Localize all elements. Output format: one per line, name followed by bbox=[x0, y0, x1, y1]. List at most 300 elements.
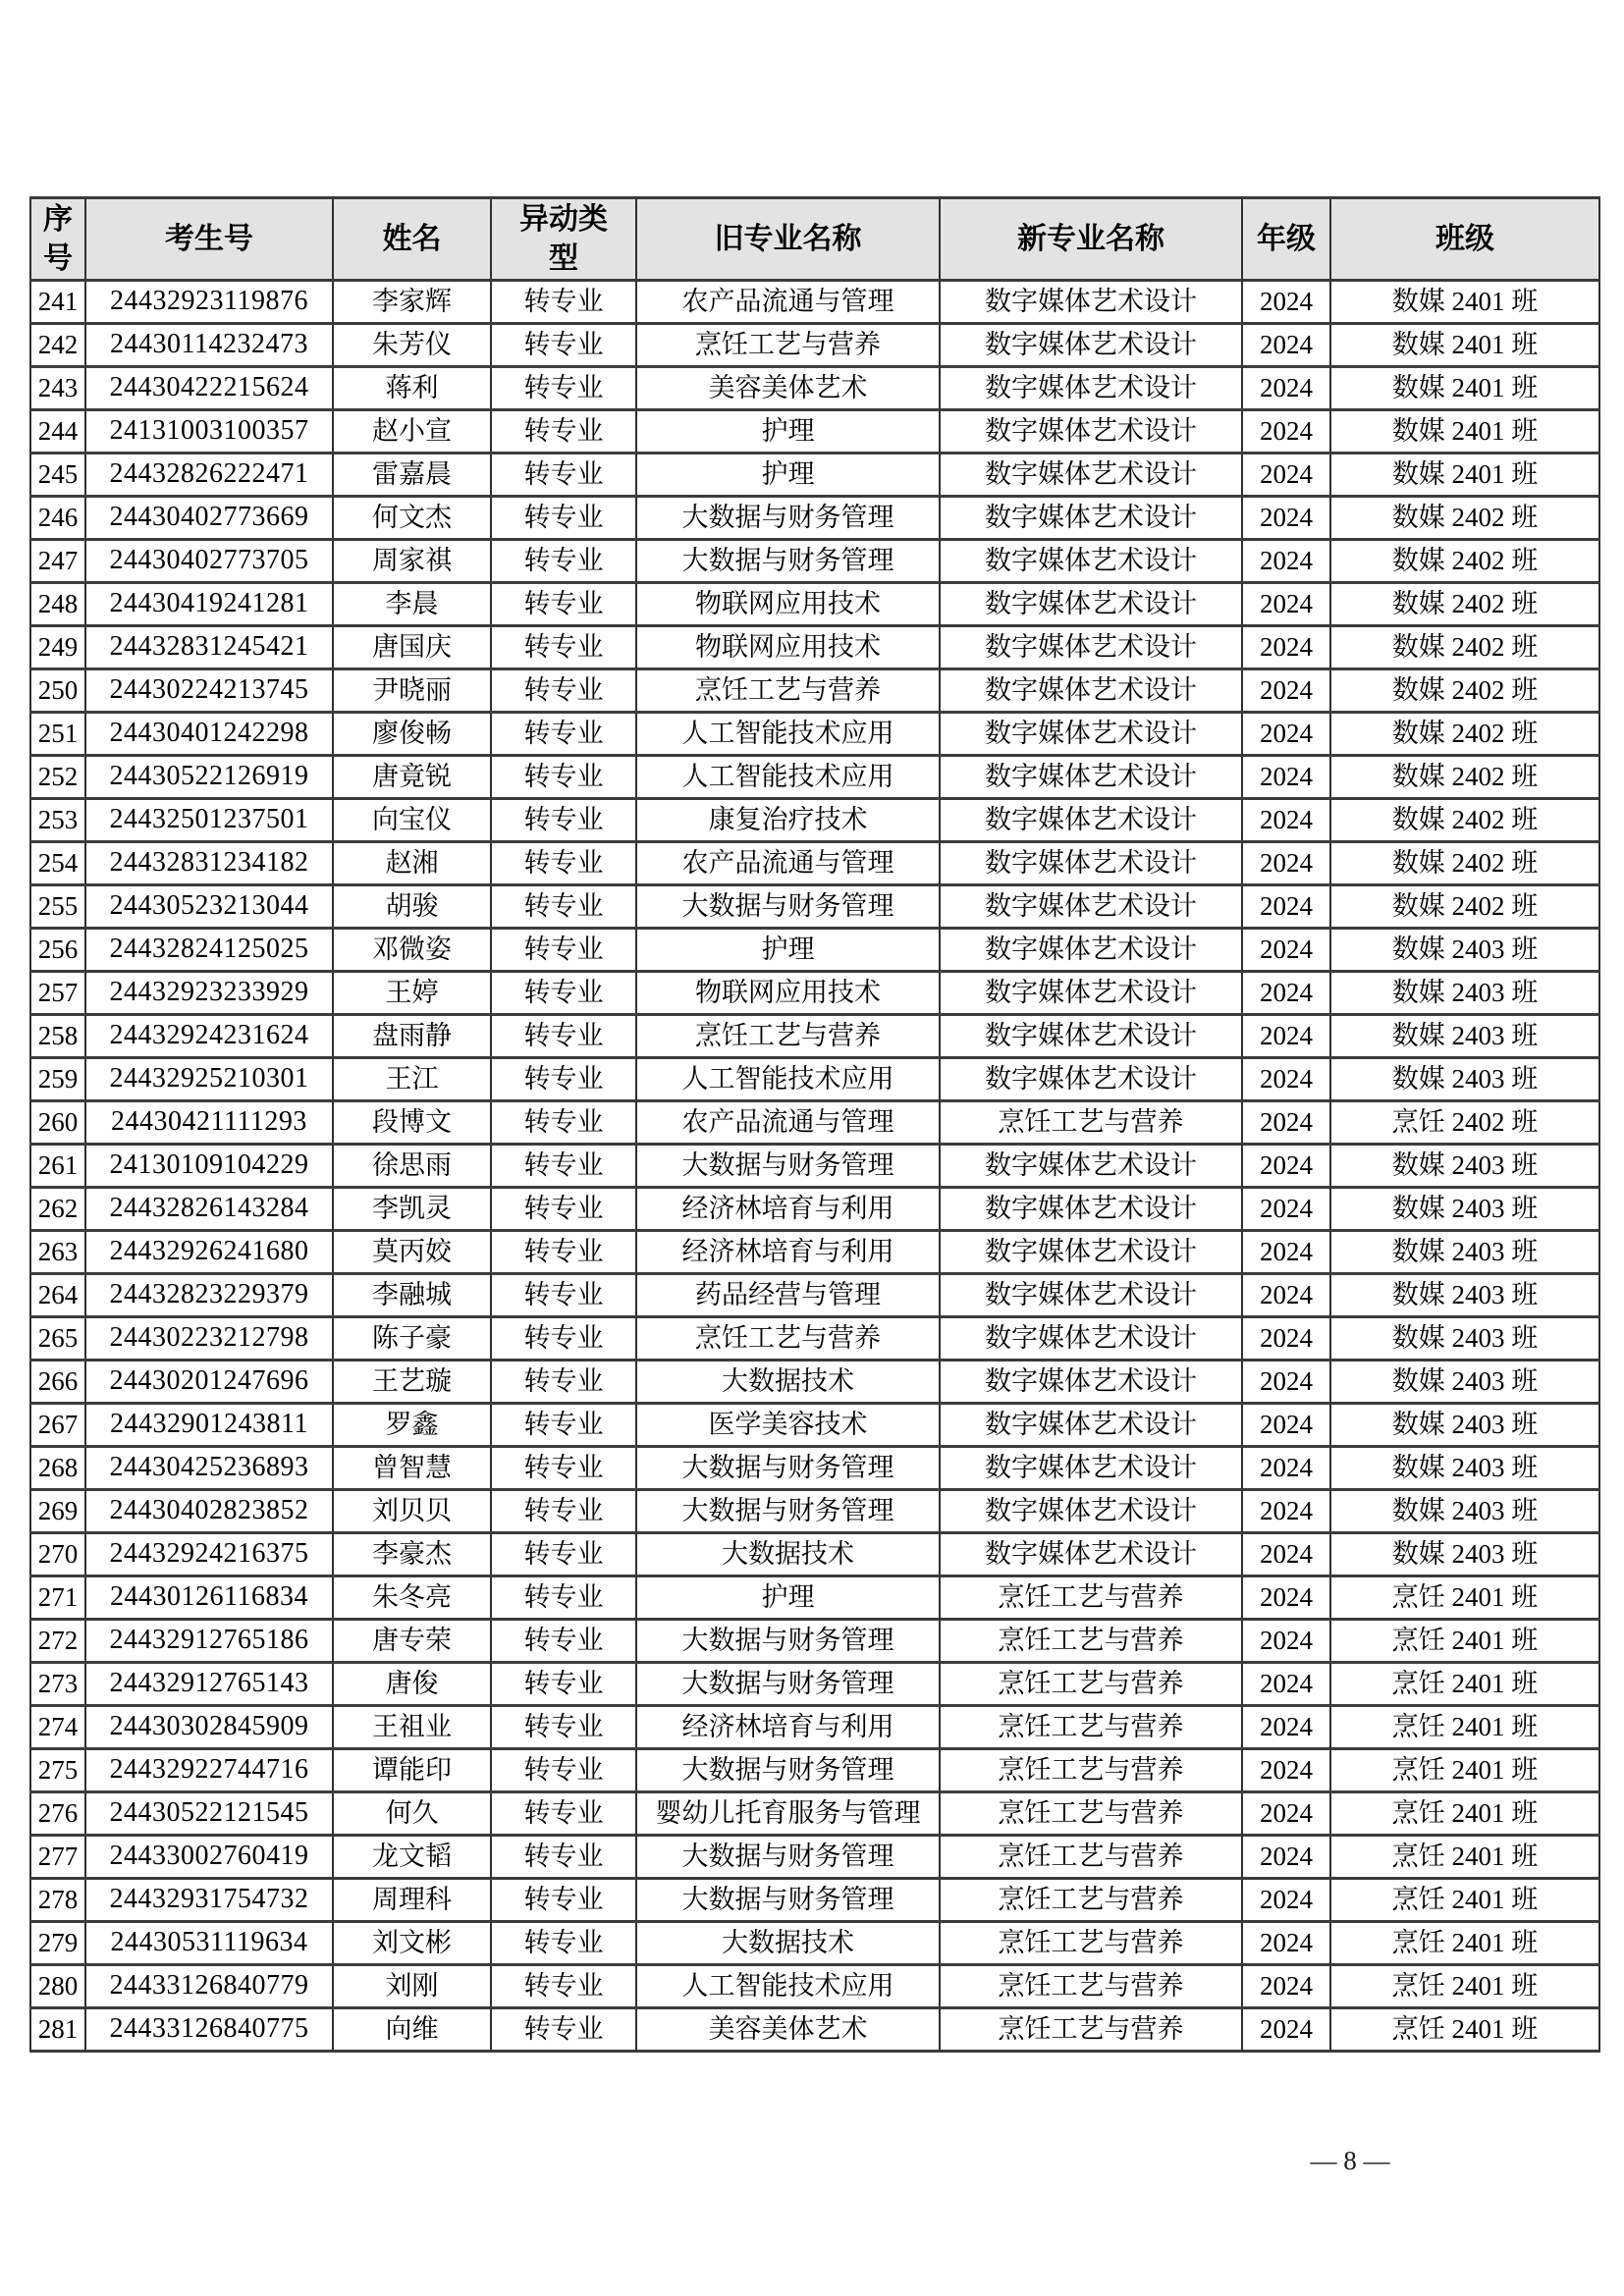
cell-class: 烹饪 2401 班 bbox=[1330, 1836, 1599, 1879]
col-header-candidate-no: 考生号 bbox=[85, 198, 333, 281]
cell-grade: 2024 bbox=[1242, 1706, 1330, 1749]
cell-candidate-no: 24430522121545 bbox=[85, 1792, 333, 1836]
cell-change-type: 转专业 bbox=[491, 756, 636, 799]
col-header-change-type: 异动类型 bbox=[491, 198, 636, 281]
cell-candidate-no: 24432923233929 bbox=[85, 972, 333, 1015]
table-row bbox=[30, 1490, 1599, 1533]
cell-old-major: 经济林培育与利用 bbox=[636, 1706, 940, 1749]
cell-new-major: 数字媒体艺术设计 bbox=[940, 1274, 1242, 1317]
cell-index: 277 bbox=[30, 1836, 85, 1879]
table-row bbox=[30, 497, 1599, 540]
table-row bbox=[30, 1965, 1599, 2008]
cell-grade: 2024 bbox=[1242, 1792, 1330, 1836]
cell-grade: 2024 bbox=[1242, 885, 1330, 929]
cell-change-type: 转专业 bbox=[491, 324, 636, 367]
cell-class: 数媒 2403 班 bbox=[1330, 1145, 1599, 1188]
cell-index: 263 bbox=[30, 1231, 85, 1274]
cell-change-type: 转专业 bbox=[491, 972, 636, 1015]
cell-new-major: 数字媒体艺术设计 bbox=[940, 1317, 1242, 1361]
cell-old-major: 人工智能技术应用 bbox=[636, 756, 940, 799]
cell-class: 数媒 2403 班 bbox=[1330, 1188, 1599, 1231]
cell-index: 273 bbox=[30, 1663, 85, 1706]
cell-index: 261 bbox=[30, 1145, 85, 1188]
cell-index: 255 bbox=[30, 885, 85, 929]
cell-name: 胡骏 bbox=[333, 885, 491, 929]
cell-class: 数媒 2402 班 bbox=[1330, 885, 1599, 929]
cell-new-major: 烹饪工艺与营养 bbox=[940, 1620, 1242, 1663]
cell-candidate-no: 24430421111293 bbox=[85, 1101, 333, 1145]
cell-old-major: 烹饪工艺与营养 bbox=[636, 1015, 940, 1058]
cell-old-major: 经济林培育与利用 bbox=[636, 1231, 940, 1274]
cell-name: 王婷 bbox=[333, 972, 491, 1015]
col-header-index: 序号 bbox=[30, 198, 85, 281]
cell-old-major: 大数据技术 bbox=[636, 1922, 940, 1965]
table-row bbox=[30, 626, 1599, 669]
cell-old-major: 烹饪工艺与营养 bbox=[636, 1317, 940, 1361]
cell-new-major: 烹饪工艺与营养 bbox=[940, 1663, 1242, 1706]
table-row bbox=[30, 540, 1599, 583]
cell-name: 王祖业 bbox=[333, 1706, 491, 1749]
cell-new-major: 烹饪工艺与营养 bbox=[940, 1879, 1242, 1922]
table-row bbox=[30, 1836, 1599, 1879]
cell-grade: 2024 bbox=[1242, 1836, 1330, 1879]
col-header-new-major: 新专业名称 bbox=[940, 198, 1242, 281]
cell-old-major: 农产品流通与管理 bbox=[636, 281, 940, 324]
cell-class: 烹饪 2401 班 bbox=[1330, 1792, 1599, 1836]
cell-name: 段博文 bbox=[333, 1101, 491, 1145]
cell-new-major: 数字媒体艺术设计 bbox=[940, 1058, 1242, 1101]
cell-index: 268 bbox=[30, 1447, 85, 1490]
cell-old-major: 烹饪工艺与营养 bbox=[636, 324, 940, 367]
table-row bbox=[30, 929, 1599, 972]
table-row bbox=[30, 1922, 1599, 1965]
cell-grade: 2024 bbox=[1242, 799, 1330, 842]
cell-name: 龙文韬 bbox=[333, 1836, 491, 1879]
table-row bbox=[30, 1447, 1599, 1490]
cell-change-type: 转专业 bbox=[491, 929, 636, 972]
cell-new-major: 数字媒体艺术设计 bbox=[940, 885, 1242, 929]
table-row bbox=[30, 1879, 1599, 1922]
cell-candidate-no: 24432924216375 bbox=[85, 1533, 333, 1576]
cell-change-type: 转专业 bbox=[491, 1231, 636, 1274]
cell-class: 数媒 2401 班 bbox=[1330, 367, 1599, 410]
cell-index: 280 bbox=[30, 1965, 85, 2008]
cell-name: 徐思雨 bbox=[333, 1145, 491, 1188]
cell-change-type: 转专业 bbox=[491, 2008, 636, 2052]
table-row bbox=[30, 281, 1599, 324]
cell-grade: 2024 bbox=[1242, 281, 1330, 324]
cell-new-major: 数字媒体艺术设计 bbox=[940, 1533, 1242, 1576]
cell-index: 265 bbox=[30, 1317, 85, 1361]
cell-candidate-no: 24432826222471 bbox=[85, 454, 333, 497]
cell-name: 唐专荣 bbox=[333, 1620, 491, 1663]
cell-name: 雷嘉晨 bbox=[333, 454, 491, 497]
cell-name: 唐国庆 bbox=[333, 626, 491, 669]
cell-change-type: 转专业 bbox=[491, 1922, 636, 1965]
cell-index: 252 bbox=[30, 756, 85, 799]
cell-name: 朱芳仪 bbox=[333, 324, 491, 367]
cell-old-major: 美容美体艺术 bbox=[636, 2008, 940, 2052]
cell-new-major: 烹饪工艺与营养 bbox=[940, 1706, 1242, 1749]
cell-change-type: 转专业 bbox=[491, 410, 636, 454]
table-row bbox=[30, 756, 1599, 799]
cell-index: 242 bbox=[30, 324, 85, 367]
cell-class: 数媒 2403 班 bbox=[1330, 1490, 1599, 1533]
table-row bbox=[30, 1101, 1599, 1145]
cell-index: 275 bbox=[30, 1749, 85, 1792]
cell-name: 赵湘 bbox=[333, 842, 491, 885]
cell-old-major: 美容美体艺术 bbox=[636, 367, 940, 410]
table-row bbox=[30, 799, 1599, 842]
cell-new-major: 数字媒体艺术设计 bbox=[940, 1145, 1242, 1188]
cell-grade: 2024 bbox=[1242, 1188, 1330, 1231]
cell-name: 邓微姿 bbox=[333, 929, 491, 972]
cell-new-major: 烹饪工艺与营养 bbox=[940, 1836, 1242, 1879]
cell-grade: 2024 bbox=[1242, 410, 1330, 454]
cell-change-type: 转专业 bbox=[491, 1663, 636, 1706]
cell-class: 烹饪 2401 班 bbox=[1330, 1706, 1599, 1749]
cell-grade: 2024 bbox=[1242, 1922, 1330, 1965]
cell-change-type: 转专业 bbox=[491, 885, 636, 929]
cell-new-major: 烹饪工艺与营养 bbox=[940, 1101, 1242, 1145]
cell-change-type: 转专业 bbox=[491, 1058, 636, 1101]
cell-candidate-no: 24430223212798 bbox=[85, 1317, 333, 1361]
cell-candidate-no: 24430224213745 bbox=[85, 669, 333, 713]
cell-class: 数媒 2401 班 bbox=[1330, 454, 1599, 497]
cell-index: 262 bbox=[30, 1188, 85, 1231]
cell-change-type: 转专业 bbox=[491, 1706, 636, 1749]
cell-class: 烹饪 2401 班 bbox=[1330, 1879, 1599, 1922]
cell-change-type: 转专业 bbox=[491, 1836, 636, 1879]
cell-index: 245 bbox=[30, 454, 85, 497]
table-row bbox=[30, 324, 1599, 367]
table-row bbox=[30, 1015, 1599, 1058]
table-row bbox=[30, 1188, 1599, 1231]
cell-change-type: 转专业 bbox=[491, 1015, 636, 1058]
cell-change-type: 转专业 bbox=[491, 1145, 636, 1188]
cell-candidate-no: 24432826143284 bbox=[85, 1188, 333, 1231]
cell-grade: 2024 bbox=[1242, 1533, 1330, 1576]
table-row bbox=[30, 2008, 1599, 2052]
cell-change-type: 转专业 bbox=[491, 713, 636, 756]
cell-new-major: 数字媒体艺术设计 bbox=[940, 540, 1242, 583]
cell-name: 谭能印 bbox=[333, 1749, 491, 1792]
cell-index: 259 bbox=[30, 1058, 85, 1101]
cell-class: 数媒 2403 班 bbox=[1330, 1274, 1599, 1317]
table-header bbox=[30, 198, 1599, 281]
table-body bbox=[30, 281, 1599, 2052]
cell-old-major: 人工智能技术应用 bbox=[636, 713, 940, 756]
cell-change-type: 转专业 bbox=[491, 1101, 636, 1145]
cell-grade: 2024 bbox=[1242, 1361, 1330, 1404]
cell-class: 数媒 2401 班 bbox=[1330, 410, 1599, 454]
cell-old-major: 大数据与财务管理 bbox=[636, 1836, 940, 1879]
cell-new-major: 数字媒体艺术设计 bbox=[940, 1490, 1242, 1533]
cell-candidate-no: 24433126840779 bbox=[85, 1965, 333, 2008]
table-row bbox=[30, 1231, 1599, 1274]
cell-candidate-no: 24430522126919 bbox=[85, 756, 333, 799]
table-row bbox=[30, 1749, 1599, 1792]
cell-name: 李融城 bbox=[333, 1274, 491, 1317]
cell-change-type: 转专业 bbox=[491, 1620, 636, 1663]
table-row bbox=[30, 1145, 1599, 1188]
cell-new-major: 数字媒体艺术设计 bbox=[940, 626, 1242, 669]
cell-candidate-no: 24432925210301 bbox=[85, 1058, 333, 1101]
cell-index: 274 bbox=[30, 1706, 85, 1749]
cell-change-type: 转专业 bbox=[491, 1404, 636, 1447]
cell-candidate-no: 24432924231624 bbox=[85, 1015, 333, 1058]
cell-name: 尹晓丽 bbox=[333, 669, 491, 713]
cell-index: 270 bbox=[30, 1533, 85, 1576]
cell-index: 251 bbox=[30, 713, 85, 756]
cell-candidate-no: 24432901243811 bbox=[85, 1404, 333, 1447]
cell-old-major: 药品经营与管理 bbox=[636, 1274, 940, 1317]
cell-class: 烹饪 2401 班 bbox=[1330, 1922, 1599, 1965]
cell-grade: 2024 bbox=[1242, 583, 1330, 626]
cell-old-major: 医学美容技术 bbox=[636, 1404, 940, 1447]
cell-name: 陈子豪 bbox=[333, 1317, 491, 1361]
cell-grade: 2024 bbox=[1242, 324, 1330, 367]
cell-index: 258 bbox=[30, 1015, 85, 1058]
cell-name: 刘刚 bbox=[333, 1965, 491, 2008]
cell-old-major: 大数据与财务管理 bbox=[636, 1749, 940, 1792]
cell-change-type: 转专业 bbox=[491, 1879, 636, 1922]
cell-name: 曾智慧 bbox=[333, 1447, 491, 1490]
cell-change-type: 转专业 bbox=[491, 367, 636, 410]
cell-index: 267 bbox=[30, 1404, 85, 1447]
table-row bbox=[30, 1361, 1599, 1404]
cell-old-major: 大数据与财务管理 bbox=[636, 1145, 940, 1188]
cell-grade: 2024 bbox=[1242, 756, 1330, 799]
cell-new-major: 数字媒体艺术设计 bbox=[940, 756, 1242, 799]
cell-class: 数媒 2402 班 bbox=[1330, 497, 1599, 540]
cell-class: 烹饪 2401 班 bbox=[1330, 1620, 1599, 1663]
cell-name: 朱冬亮 bbox=[333, 1576, 491, 1620]
cell-name: 廖俊畅 bbox=[333, 713, 491, 756]
cell-new-major: 数字媒体艺术设计 bbox=[940, 929, 1242, 972]
cell-new-major: 烹饪工艺与营养 bbox=[940, 1922, 1242, 1965]
cell-class: 数媒 2403 班 bbox=[1330, 1361, 1599, 1404]
cell-class: 数媒 2401 班 bbox=[1330, 281, 1599, 324]
table-row bbox=[30, 1533, 1599, 1576]
cell-old-major: 农产品流通与管理 bbox=[636, 842, 940, 885]
cell-index: 281 bbox=[30, 2008, 85, 2052]
cell-name: 李晨 bbox=[333, 583, 491, 626]
cell-old-major: 物联网应用技术 bbox=[636, 972, 940, 1015]
cell-grade: 2024 bbox=[1242, 454, 1330, 497]
cell-new-major: 数字媒体艺术设计 bbox=[940, 842, 1242, 885]
cell-index: 241 bbox=[30, 281, 85, 324]
cell-name: 刘贝贝 bbox=[333, 1490, 491, 1533]
cell-name: 盘雨静 bbox=[333, 1015, 491, 1058]
table-row bbox=[30, 1274, 1599, 1317]
cell-candidate-no: 24432912765143 bbox=[85, 1663, 333, 1706]
cell-grade: 2024 bbox=[1242, 1620, 1330, 1663]
cell-old-major: 康复治疗技术 bbox=[636, 799, 940, 842]
cell-candidate-no: 24432831245421 bbox=[85, 626, 333, 669]
cell-candidate-no: 24432923119876 bbox=[85, 281, 333, 324]
cell-candidate-no: 24430401242298 bbox=[85, 713, 333, 756]
cell-name: 王江 bbox=[333, 1058, 491, 1101]
cell-index: 276 bbox=[30, 1792, 85, 1836]
cell-class: 数媒 2402 班 bbox=[1330, 669, 1599, 713]
cell-name: 蒋利 bbox=[333, 367, 491, 410]
cell-name: 王艺璇 bbox=[333, 1361, 491, 1404]
cell-candidate-no: 24430114232473 bbox=[85, 324, 333, 367]
cell-candidate-no: 24430419241281 bbox=[85, 583, 333, 626]
table-row bbox=[30, 583, 1599, 626]
cell-name: 刘文彬 bbox=[333, 1922, 491, 1965]
col-header-grade: 年级 bbox=[1242, 198, 1330, 281]
cell-grade: 2024 bbox=[1242, 669, 1330, 713]
cell-candidate-no: 24430422215624 bbox=[85, 367, 333, 410]
cell-grade: 2024 bbox=[1242, 1879, 1330, 1922]
cell-candidate-no: 24432931754732 bbox=[85, 1879, 333, 1922]
cell-change-type: 转专业 bbox=[491, 281, 636, 324]
cell-grade: 2024 bbox=[1242, 1317, 1330, 1361]
cell-new-major: 数字媒体艺术设计 bbox=[940, 799, 1242, 842]
table-row bbox=[30, 885, 1599, 929]
cell-class: 烹饪 2401 班 bbox=[1330, 1576, 1599, 1620]
cell-name: 李豪杰 bbox=[333, 1533, 491, 1576]
cell-old-major: 物联网应用技术 bbox=[636, 626, 940, 669]
cell-grade: 2024 bbox=[1242, 713, 1330, 756]
cell-grade: 2024 bbox=[1242, 1404, 1330, 1447]
cell-candidate-no: 24432823229379 bbox=[85, 1274, 333, 1317]
cell-new-major: 烹饪工艺与营养 bbox=[940, 1792, 1242, 1836]
cell-new-major: 数字媒体艺术设计 bbox=[940, 1361, 1242, 1404]
col-header-name: 姓名 bbox=[333, 198, 491, 281]
cell-change-type: 转专业 bbox=[491, 799, 636, 842]
cell-class: 烹饪 2401 班 bbox=[1330, 2008, 1599, 2052]
cell-name: 罗鑫 bbox=[333, 1404, 491, 1447]
table-row bbox=[30, 1620, 1599, 1663]
cell-grade: 2024 bbox=[1242, 842, 1330, 885]
cell-grade: 2024 bbox=[1242, 540, 1330, 583]
cell-old-major: 护理 bbox=[636, 929, 940, 972]
cell-change-type: 转专业 bbox=[491, 583, 636, 626]
cell-change-type: 转专业 bbox=[491, 1317, 636, 1361]
cell-new-major: 数字媒体艺术设计 bbox=[940, 669, 1242, 713]
cell-class: 数媒 2403 班 bbox=[1330, 1058, 1599, 1101]
cell-change-type: 转专业 bbox=[491, 1965, 636, 2008]
cell-candidate-no: 24430201247696 bbox=[85, 1361, 333, 1404]
cell-name: 唐竟锐 bbox=[333, 756, 491, 799]
cell-candidate-no: 24430302845909 bbox=[85, 1706, 333, 1749]
cell-class: 数媒 2401 班 bbox=[1330, 324, 1599, 367]
cell-candidate-no: 24433126840775 bbox=[85, 2008, 333, 2052]
cell-new-major: 烹饪工艺与营养 bbox=[940, 2008, 1242, 2052]
table-row bbox=[30, 1792, 1599, 1836]
cell-old-major: 大数据技术 bbox=[636, 1361, 940, 1404]
cell-candidate-no: 24130109104229 bbox=[85, 1145, 333, 1188]
cell-name: 何文杰 bbox=[333, 497, 491, 540]
cell-change-type: 转专业 bbox=[491, 1576, 636, 1620]
cell-class: 数媒 2403 班 bbox=[1330, 1447, 1599, 1490]
cell-change-type: 转专业 bbox=[491, 540, 636, 583]
cell-old-major: 烹饪工艺与营养 bbox=[636, 669, 940, 713]
cell-change-type: 转专业 bbox=[491, 1361, 636, 1404]
cell-old-major: 物联网应用技术 bbox=[636, 583, 940, 626]
cell-candidate-no: 24430402823852 bbox=[85, 1490, 333, 1533]
cell-class: 数媒 2402 班 bbox=[1330, 756, 1599, 799]
table-row bbox=[30, 367, 1599, 410]
cell-name: 何久 bbox=[333, 1792, 491, 1836]
cell-new-major: 数字媒体艺术设计 bbox=[940, 1188, 1242, 1231]
cell-class: 烹饪 2401 班 bbox=[1330, 1749, 1599, 1792]
cell-new-major: 数字媒体艺术设计 bbox=[940, 410, 1242, 454]
cell-index: 269 bbox=[30, 1490, 85, 1533]
cell-new-major: 数字媒体艺术设计 bbox=[940, 1231, 1242, 1274]
cell-grade: 2024 bbox=[1242, 1015, 1330, 1058]
cell-new-major: 数字媒体艺术设计 bbox=[940, 583, 1242, 626]
cell-old-major: 大数据技术 bbox=[636, 1533, 940, 1576]
cell-class: 数媒 2402 班 bbox=[1330, 583, 1599, 626]
cell-old-major: 护理 bbox=[636, 454, 940, 497]
cell-class: 数媒 2403 班 bbox=[1330, 1404, 1599, 1447]
cell-new-major: 数字媒体艺术设计 bbox=[940, 367, 1242, 410]
cell-candidate-no: 24432831234182 bbox=[85, 842, 333, 885]
cell-index: 264 bbox=[30, 1274, 85, 1317]
cell-grade: 2024 bbox=[1242, 1965, 1330, 2008]
cell-index: 257 bbox=[30, 972, 85, 1015]
cell-name: 李家辉 bbox=[333, 281, 491, 324]
cell-candidate-no: 24430425236893 bbox=[85, 1447, 333, 1490]
cell-grade: 2024 bbox=[1242, 1231, 1330, 1274]
cell-index: 266 bbox=[30, 1361, 85, 1404]
cell-class: 烹饪 2401 班 bbox=[1330, 1663, 1599, 1706]
cell-change-type: 转专业 bbox=[491, 1749, 636, 1792]
cell-grade: 2024 bbox=[1242, 1101, 1330, 1145]
cell-new-major: 数字媒体艺术设计 bbox=[940, 1404, 1242, 1447]
cell-index: 272 bbox=[30, 1620, 85, 1663]
cell-new-major: 数字媒体艺术设计 bbox=[940, 281, 1242, 324]
table-row bbox=[30, 1317, 1599, 1361]
table-row bbox=[30, 1663, 1599, 1706]
cell-class: 烹饪 2401 班 bbox=[1330, 1965, 1599, 2008]
cell-grade: 2024 bbox=[1242, 1058, 1330, 1101]
cell-new-major: 数字媒体艺术设计 bbox=[940, 324, 1242, 367]
cell-name: 向宝仪 bbox=[333, 799, 491, 842]
cell-name: 周理科 bbox=[333, 1879, 491, 1922]
cell-index: 271 bbox=[30, 1576, 85, 1620]
cell-candidate-no: 24432926241680 bbox=[85, 1231, 333, 1274]
cell-index: 248 bbox=[30, 583, 85, 626]
cell-new-major: 烹饪工艺与营养 bbox=[940, 1576, 1242, 1620]
cell-class: 数媒 2403 班 bbox=[1330, 1317, 1599, 1361]
cell-grade: 2024 bbox=[1242, 1749, 1330, 1792]
cell-class: 数媒 2403 班 bbox=[1330, 929, 1599, 972]
cell-old-major: 大数据与财务管理 bbox=[636, 1490, 940, 1533]
table-row bbox=[30, 454, 1599, 497]
cell-change-type: 转专业 bbox=[491, 1447, 636, 1490]
table-row bbox=[30, 1706, 1599, 1749]
cell-new-major: 烹饪工艺与营养 bbox=[940, 1965, 1242, 2008]
table-row bbox=[30, 1576, 1599, 1620]
cell-name: 李凯灵 bbox=[333, 1188, 491, 1231]
cell-name: 莫丙姣 bbox=[333, 1231, 491, 1274]
cell-grade: 2024 bbox=[1242, 497, 1330, 540]
cell-new-major: 数字媒体艺术设计 bbox=[940, 1015, 1242, 1058]
table-row bbox=[30, 842, 1599, 885]
cell-change-type: 转专业 bbox=[491, 1792, 636, 1836]
cell-old-major: 经济林培育与利用 bbox=[636, 1188, 940, 1231]
cell-name: 唐俊 bbox=[333, 1663, 491, 1706]
cell-old-major: 大数据与财务管理 bbox=[636, 540, 940, 583]
cell-new-major: 数字媒体艺术设计 bbox=[940, 972, 1242, 1015]
cell-candidate-no: 24432824125025 bbox=[85, 929, 333, 972]
cell-old-major: 大数据与财务管理 bbox=[636, 1620, 940, 1663]
